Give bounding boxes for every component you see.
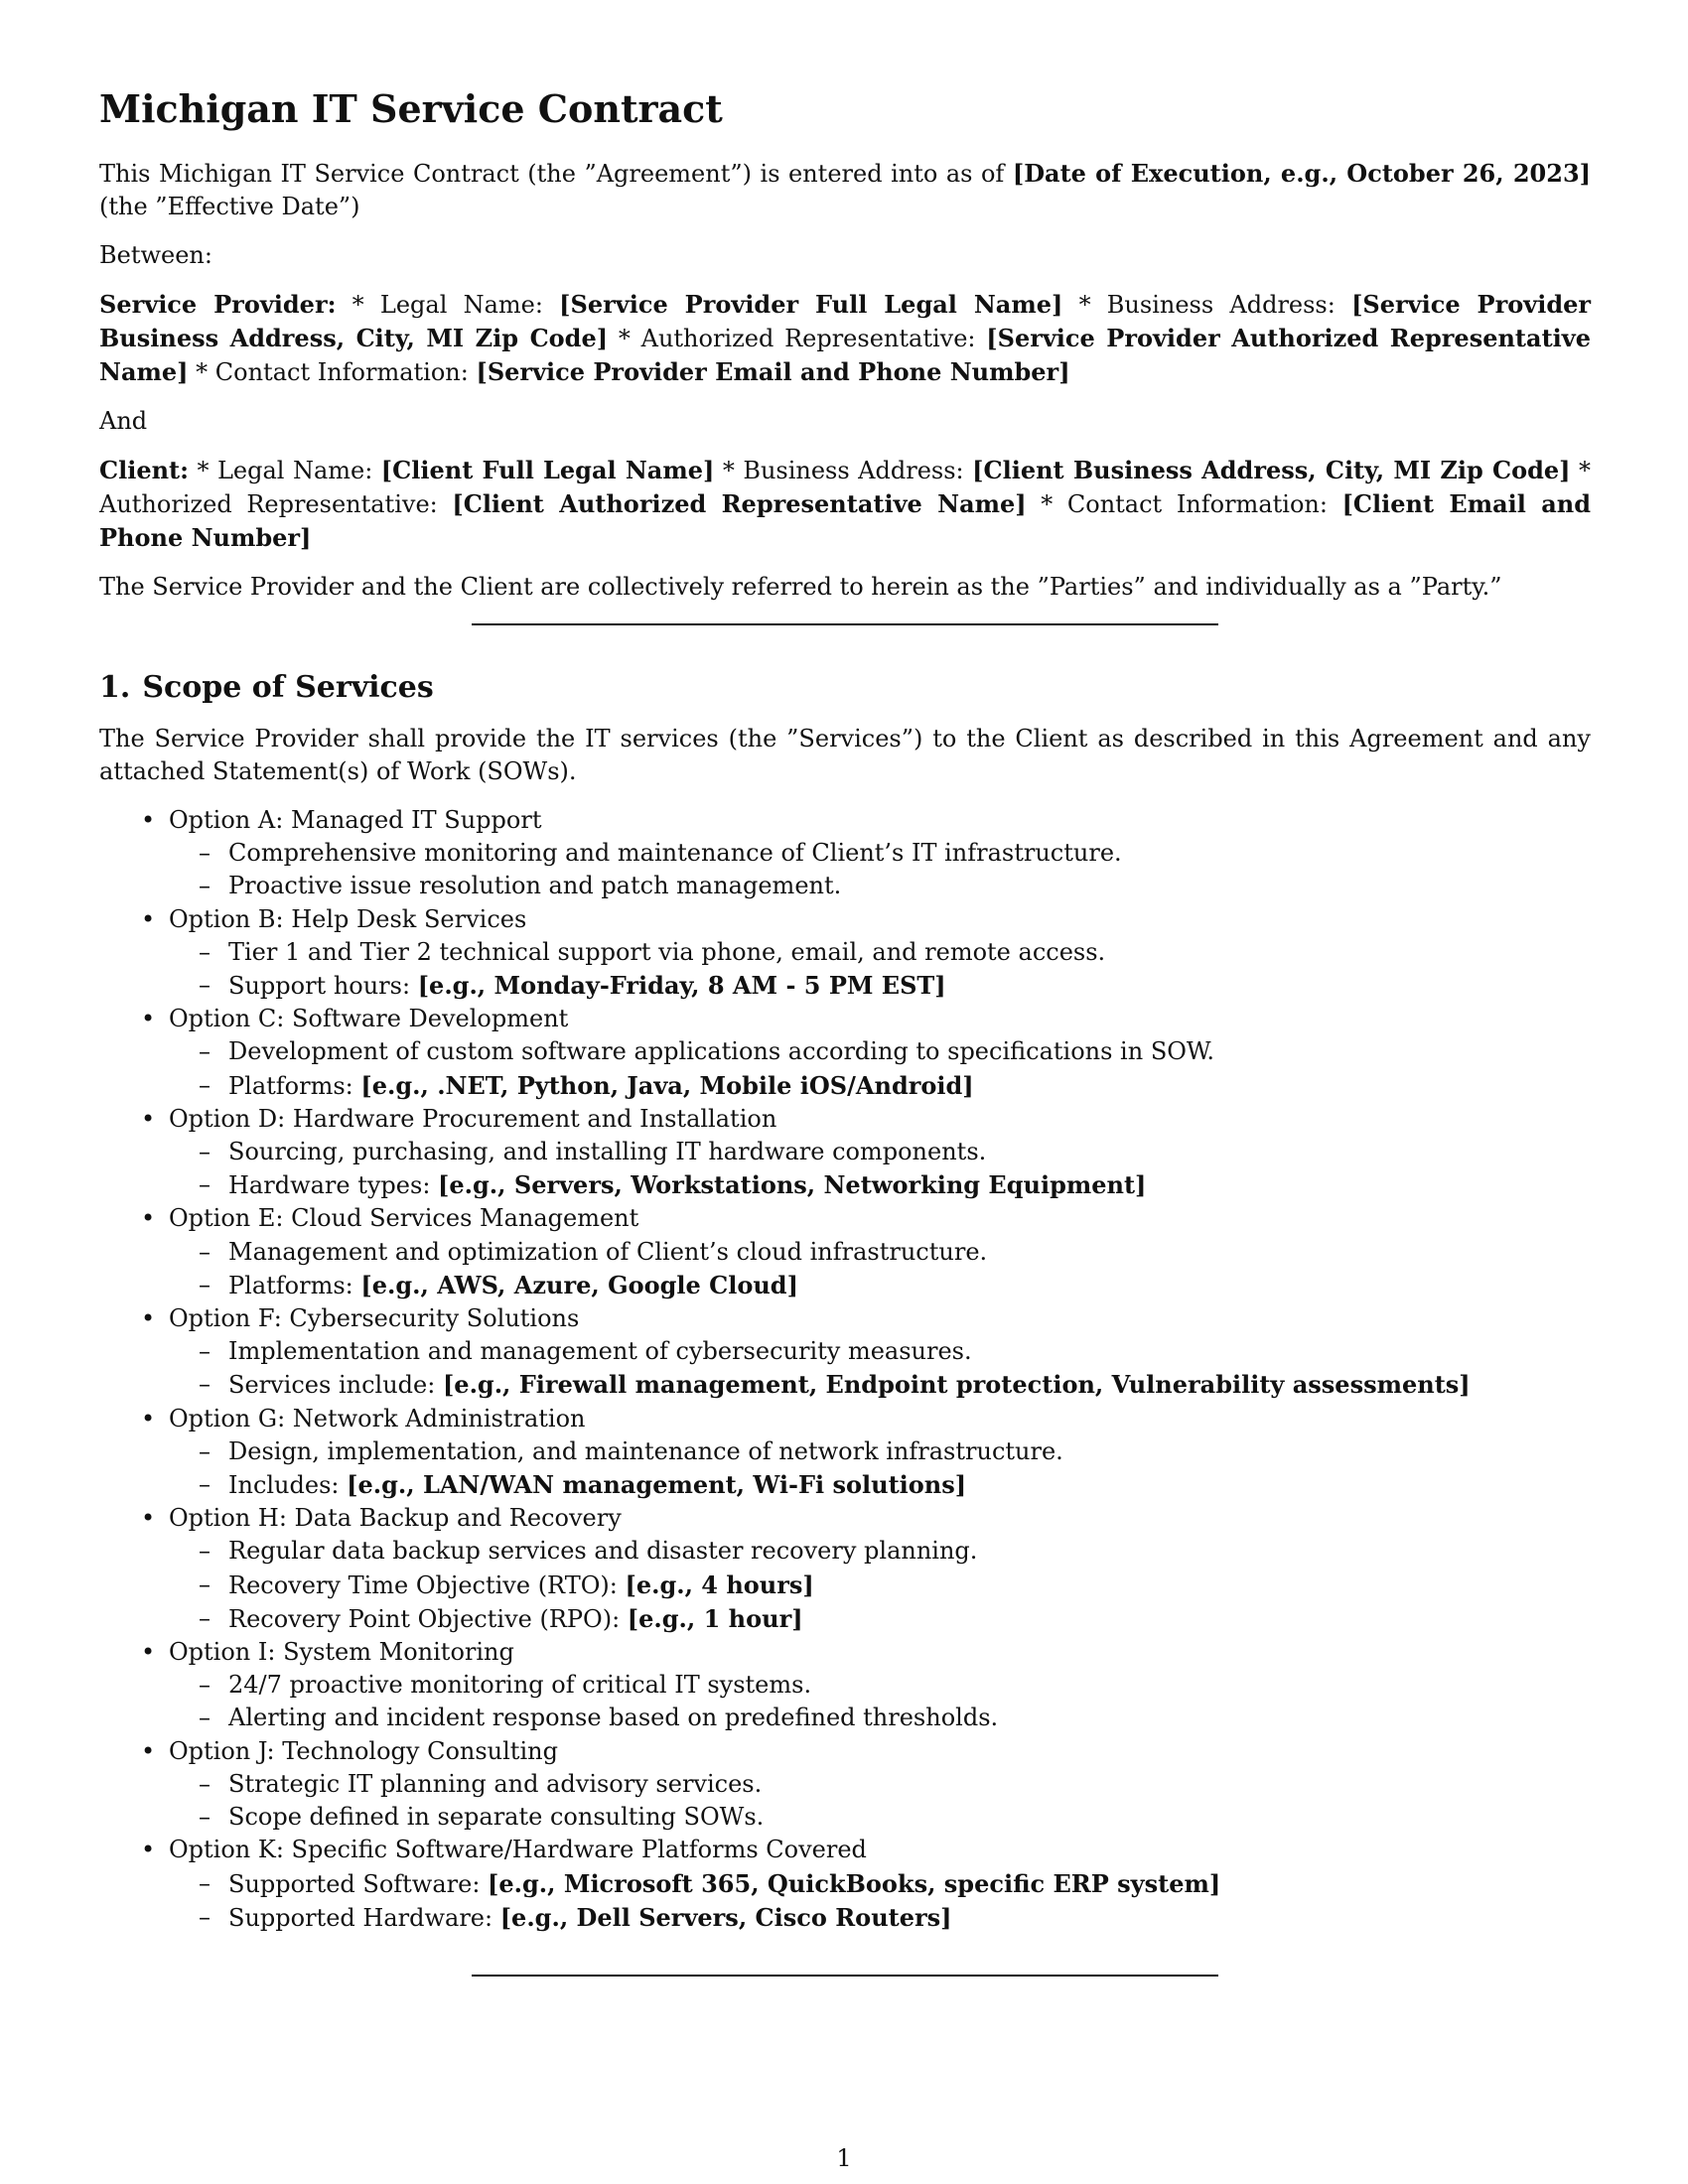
client-contact-label: * Contact Information: (1026, 490, 1342, 518)
option-detail-text: Services include: (228, 1371, 443, 1400)
option-label: Option A: Managed IT Support (169, 806, 542, 834)
option-detail (228, 1468, 1591, 1502)
option-label: Option G: Network Administration (169, 1404, 586, 1433)
option-label: Option F: Cybersecurity Solutions (169, 1304, 580, 1333)
option-detail (228, 1335, 1591, 1368)
option-item (169, 1202, 1591, 1302)
option-sublist (169, 936, 1591, 1003)
option-detail (228, 1867, 1591, 1901)
provider-block (99, 288, 1591, 389)
option-item (169, 1834, 1591, 1935)
option-sublist (169, 1236, 1591, 1302)
option-sublist (169, 1435, 1591, 1502)
option-detail-text: Hardware types: (228, 1171, 439, 1200)
option-detail (228, 1435, 1591, 1468)
option-detail-text: Comprehensive monitoring and maintenance of Client’s IT infrastructure. (228, 839, 1122, 868)
option-detail-text: Proactive issue resolution and patch management. (228, 872, 842, 900)
option-detail (228, 1702, 1591, 1734)
option-sublist (169, 1035, 1591, 1102)
option-detail (228, 1901, 1591, 1935)
provider-address: [Service Provider Business Address, City, MI Zip Code] (99, 290, 1592, 352)
provider-address-label: * Business Address: (1062, 291, 1352, 319)
option-detail-text: Sourcing, purchasing, and installing IT hardware components. (228, 1138, 987, 1166)
option-detail (228, 936, 1591, 969)
option-detail (228, 1801, 1591, 1834)
option-detail-text: Strategic IT planning and advisory services. (228, 1769, 763, 1798)
option-detail-text: Design, implementation, and maintenance of network infrastructure. (228, 1436, 1063, 1465)
option-sublist (169, 1768, 1591, 1834)
option-label: Option H: Data Backup and Recovery (169, 1504, 622, 1533)
page-number: 1 (836, 2144, 852, 2172)
option-item (169, 804, 1591, 903)
option-detail-text: Recovery Time Objective (RTO): (228, 1570, 626, 1599)
option-item (169, 1103, 1591, 1203)
option-detail-text: Recovery Point Objective (RPO): (228, 1604, 628, 1633)
provider-rep: [Service Provider Authorized Representative Name] (99, 324, 1591, 386)
option-detail (228, 1236, 1591, 1269)
section-title: Scope of Services (142, 670, 434, 705)
option-detail (228, 1168, 1591, 1202)
option-label: Option C: Software Development (169, 1005, 569, 1033)
section-divider (472, 623, 1218, 625)
document-title: Michigan IT Service Contract (99, 86, 723, 131)
section-intro: The Service Provider shall provide the IT services (the ”Services”) to the Client as described in this Agreement and any attached Statement(s) of Work (SOWs). (99, 725, 1591, 785)
option-item (169, 1735, 1591, 1835)
and-label: And (99, 407, 148, 435)
option-detail-text: Support hours: (228, 972, 418, 1001)
option-detail-text: Scope defined in separate consulting SOWs. (228, 1803, 765, 1832)
option-detail (228, 1069, 1591, 1103)
option-detail-text: Platforms: (228, 1071, 361, 1100)
option-detail-placeholder: [e.g., Microsoft 365, QuickBooks, specific ERP system] (488, 1868, 1221, 1898)
execution-date-placeholder: [Date of Execution, e.g., October 26, 2023] (1012, 159, 1592, 188)
option-detail (228, 969, 1591, 1003)
option-detail-text: 24/7 proactive monitoring of critical IT systems. (228, 1671, 812, 1700)
client-rep-label: * Authorized Representative: (99, 457, 1592, 518)
client-address-label: * Business Address: (714, 457, 973, 484)
option-detail (228, 837, 1591, 870)
option-detail (228, 1368, 1591, 1402)
option-label: Option D: Hardware Procurement and Installation (169, 1104, 777, 1133)
option-detail-placeholder: [e.g., AWS, Azure, Google Cloud] (360, 1270, 798, 1299)
client-contact: [Client Email and Phone Number] (99, 489, 1592, 552)
option-detail-placeholder: [e.g., .NET, Python, Java, Mobile iOS/Android] (360, 1070, 974, 1100)
intro-prefix: This Michigan IT Service Contract (the ”Agreement”) is entered into as of (99, 160, 1013, 188)
provider-rep-label: * Authorized Representative: (608, 325, 987, 352)
option-detail-placeholder: [e.g., Monday-Friday, 8 AM - 5 PM EST] (417, 971, 946, 1001)
option-sublist (169, 1669, 1591, 1734)
option-detail (228, 1602, 1591, 1636)
option-item (169, 903, 1591, 1004)
section-heading (99, 669, 1591, 707)
option-detail (228, 1035, 1591, 1068)
option-sublist (169, 837, 1591, 902)
option-sublist (169, 1535, 1591, 1636)
between-label: Between: (99, 241, 212, 269)
provider-legal-name: [Service Provider Full Legal Name] (559, 290, 1063, 319)
option-detail-text: Tier 1 and Tier 2 technical support via phone, email, and remote access. (228, 937, 1106, 966)
section-divider-bottom (472, 1975, 1218, 1977)
option-detail (228, 1535, 1591, 1568)
option-detail-text: Supported Software: (228, 1869, 489, 1898)
option-item (169, 1003, 1591, 1103)
option-detail (228, 1569, 1591, 1602)
option-sublist (169, 1136, 1591, 1202)
option-label: Option J: Technology Consulting (169, 1736, 558, 1765)
option-detail-text: Implementation and management of cybersecurity measures. (228, 1337, 972, 1366)
option-sublist (169, 1867, 1591, 1935)
option-detail (228, 1269, 1591, 1302)
document-page (99, 87, 1591, 1977)
option-detail-placeholder: [e.g., Firewall management, Endpoint protection, Vulnerability assessments] (442, 1370, 1471, 1400)
intro-paragraph (99, 157, 1591, 223)
option-label: Option E: Cloud Services Management (169, 1204, 639, 1233)
option-detail (228, 1136, 1591, 1168)
client-legal-name: [Client Full Legal Name] (380, 456, 715, 484)
option-item (169, 1502, 1591, 1636)
section-number: 1. (99, 670, 131, 705)
client-address: [Client Business Address, City, MI Zip Code] (972, 456, 1571, 484)
option-detail (228, 1768, 1591, 1801)
option-label: Option B: Help Desk Services (169, 904, 527, 933)
option-detail-placeholder: [e.g., Servers, Workstations, Networking Equipment] (438, 1170, 1147, 1200)
parties-paragraph: The Service Provider and the Client are collectively referred to herein as the ”Parties” and individually as a ”Party.” (99, 573, 1502, 601)
option-detail-placeholder: [e.g., Dell Servers, Cisco Routers] (499, 1902, 952, 1932)
intro-suffix: (the ”Effective Date”) (99, 193, 360, 220)
option-detail-placeholder: [e.g., 1 hour] (627, 1603, 803, 1633)
option-detail-text: Regular data backup services and disaster recovery planning. (228, 1537, 978, 1566)
option-detail-text: Alerting and incident response based on predefined thresholds. (228, 1704, 999, 1732)
option-detail (228, 1669, 1591, 1702)
provider-heading: Service Provider: (99, 290, 337, 319)
option-detail-text: Includes: (228, 1471, 348, 1500)
provider-contact-label: * Contact Information: (188, 358, 477, 386)
option-detail-text: Platforms: (228, 1271, 361, 1299)
option-detail-text: Development of custom software applications according to specifications in SOW. (228, 1037, 1215, 1066)
option-detail (228, 870, 1591, 902)
client-rep: [Client Authorized Representative Name] (452, 489, 1027, 518)
option-detail-placeholder: [e.g., LAN/WAN management, Wi-Fi solutions] (347, 1470, 967, 1500)
options-list (99, 804, 1591, 1935)
client-heading: Client: (99, 456, 189, 484)
option-sublist (169, 1335, 1591, 1402)
client-legal-name-label: * Legal Name: (189, 457, 381, 484)
option-label: Option K: Specific Software/Hardware Platforms Covered (169, 1836, 867, 1864)
option-detail-text: Management and optimization of Client’s cloud infrastructure. (228, 1237, 988, 1266)
provider-legal-name-label: * Legal Name: (336, 291, 560, 319)
option-detail-text: Supported Hardware: (228, 1903, 500, 1932)
provider-contact: [Service Provider Email and Phone Number] (476, 357, 1070, 386)
option-item (169, 1302, 1591, 1403)
client-block (99, 454, 1591, 555)
option-item (169, 1636, 1591, 1735)
option-item (169, 1403, 1591, 1503)
option-detail-placeholder: [e.g., 4 hours] (625, 1570, 814, 1599)
option-label: Option I: System Monitoring (169, 1638, 514, 1667)
